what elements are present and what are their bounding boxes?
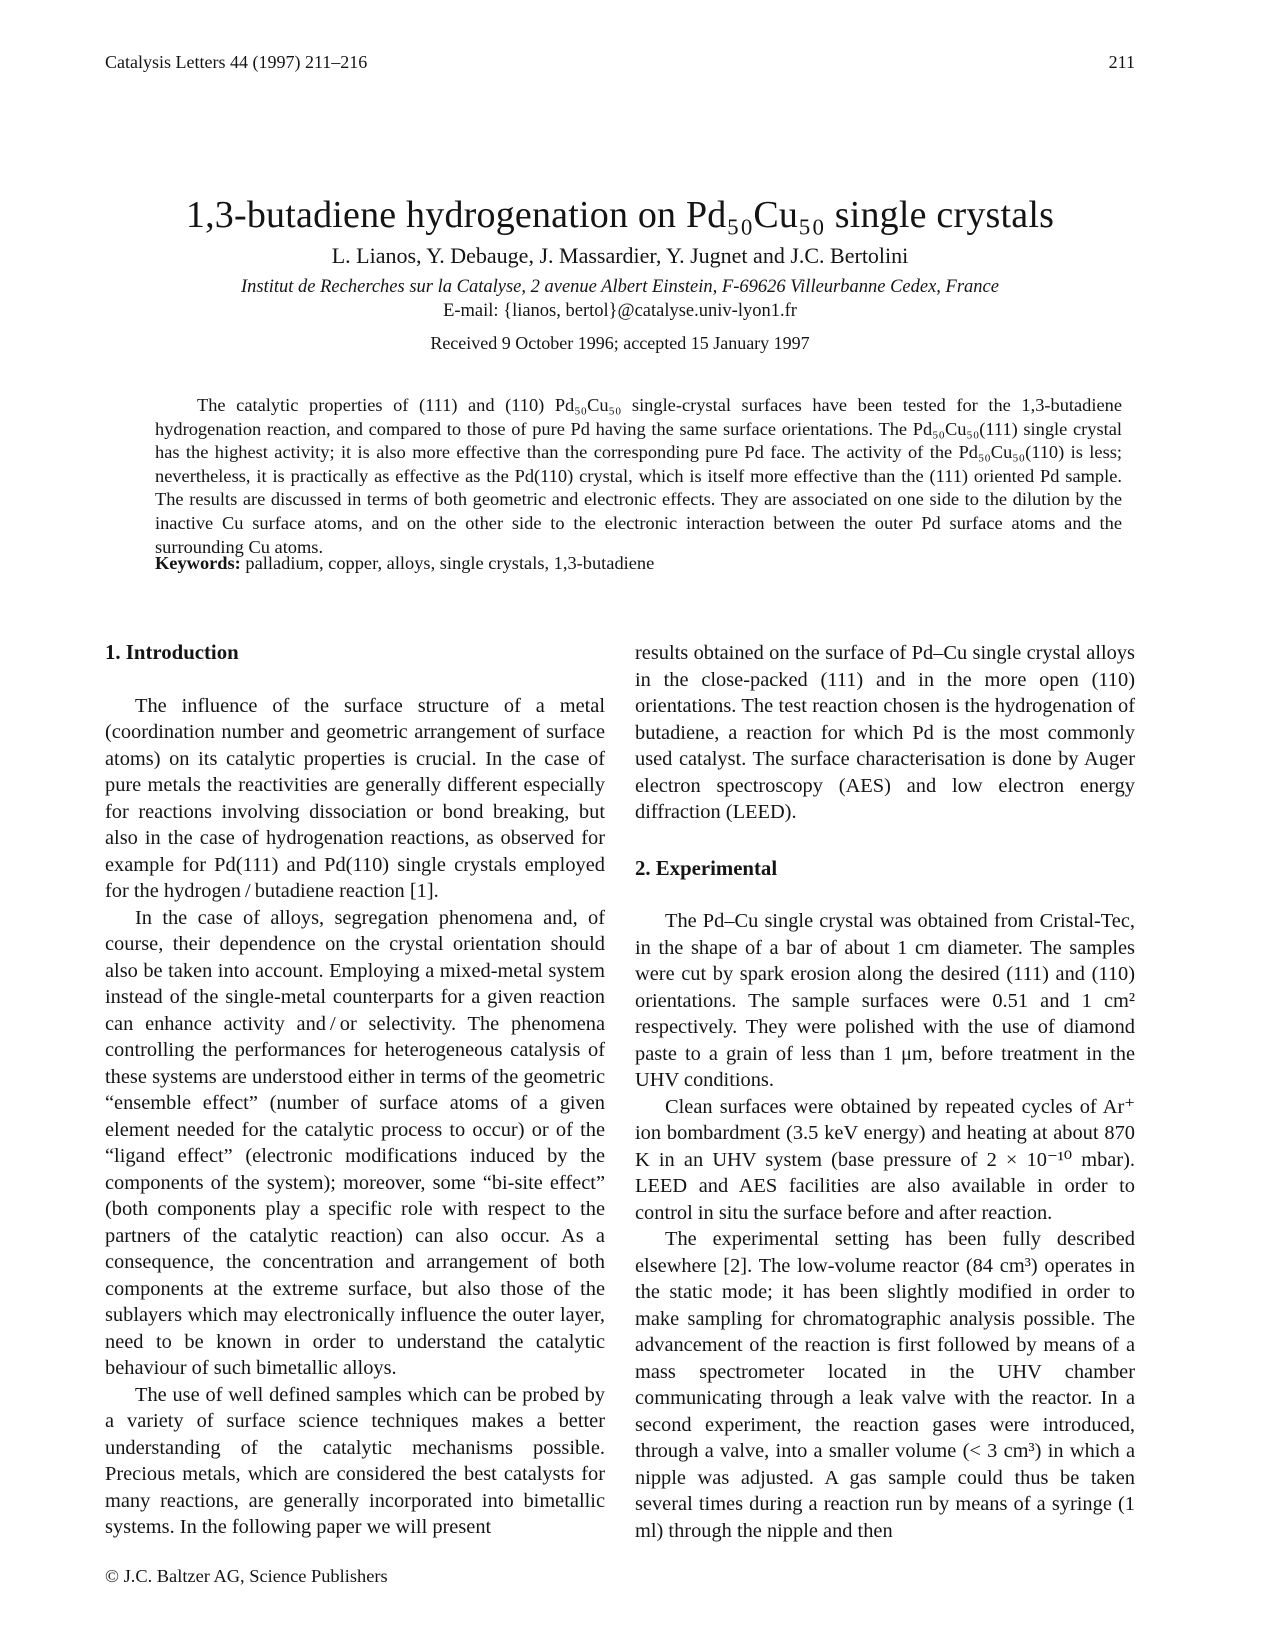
email-line: E-mail: {lianos, bertol}@catalyse.univ-lyon1.fr [443, 301, 797, 321]
section-heading-experimental: 2. Experimental [635, 856, 778, 880]
journal-citation: Catalysis Letters 44 (1997) 211–216 [105, 52, 368, 72]
author-list: L. Lianos, Y. Debauge, J. Massardier, Y. Jugnet and J.C. Bertolini [331, 243, 909, 268]
paragraph: results obtained on the surface of Pd–Cu single crystal alloys in the close-packed (111) and in the more open (110) orientations. The test reaction chosen is the hydrogenation of butadiene, a reaction for which Pd is the most commonly used catalyst. The surface characterisation is done by Auger electron spectroscopy (AES) and low electron energy diffraction (LEED). [635, 642, 1135, 823]
paragraph: The Pd–Cu single crystal was obtained from Cristal-Tec, in the shape of a bar of about 1 cm diameter. The samples were cut by spark erosion along the desired (111) and (110) orientations. The sample surfaces were 0.51 and 1 cm² respectively. They were polished with the use of diamond paste to a grain of less than 1 μm, before treatment in the UHV conditions. [635, 910, 1135, 1091]
left-column [105, 640, 605, 1544]
keywords-text: palladium, copper, alloys, single crystals, 1,3-butadiene [245, 553, 655, 573]
paragraph: The influence of the surface structure of a metal (coordination number and geometric arrangement of surface atoms) on its catalytic properties is crucial. In the case of pure metals the reactivities are generally different especially for reactions involving dissociation or bond breaking, but also in the case of hydrogenation reactions, as observed for example for Pd(111) and Pd(110) single crystals employed for the hydrogen / butadiene reaction [1]. [105, 694, 605, 902]
page-number: 211 [1108, 52, 1135, 72]
affiliation: Institut de Recherches sur la Catalyse, 2 avenue Albert Einstein, F-69626 Villeurbanne Cedex, France [241, 277, 999, 297]
received-line: Received 9 October 1996; accepted 15 January 1997 [430, 333, 810, 353]
running-head [105, 52, 1135, 73]
paragraph: Clean surfaces were obtained by repeated cycles of Ar⁺ ion bombardment (3.5 keV energy) and heating at about 870 K in an UHV system (base pressure of 2 × 10⁻¹⁰ mbar). LEED and AES facilities are also available in order to control in situ the surface before and after reaction. [635, 1095, 1135, 1224]
abstract: The catalytic properties of (111) and (110) Pd₅₀Cu₅₀ single-crystal surfaces have been tested for the 1,3-butadiene hydrogenation reaction, and compared to those of pure Pd having the same surface orientations. The Pd₅₀Cu₅₀(111) single crystal has the highest activity; it is also more effective than the corresponding pure Pd face. The activity of the Pd₅₀Cu₅₀(110) is less; nevertheless, it is practically as effective as the Pd(110) crystal, which is itself more effective than the (111) oriented Pd sample. The results are discussed in terms of both geometric and electronic effects. They are associated on one side to the dilution by the inactive Cu surface atoms, and on the other side to the electronic interaction between the outer Pd surface atoms and the surrounding Cu atoms. [155, 395, 1122, 557]
two-column-body [105, 640, 1135, 1544]
paragraph: The experimental setting has been fully described elsewhere [2]. The low-volume reactor (84 cm³) operates in the static mode; it has been slightly modified in order to make sampling for chromatographic analysis possible. The advancement of the reaction is first followed by means of a mass spectrometer located in the UHV chamber communicating through a leak valve with the reactor. In a second experiment, the reaction gases were introduced, through a valve, into a smaller volume (< 3 cm³) in which a nipple was adjusted. A gas sample could thus be taken several times during a reaction run by means of a syringe (1 ml) through the nipple and then [635, 1228, 1135, 1542]
paragraph: The use of well defined samples which can be probed by a variety of surface science techniques makes a better understanding of the catalytic mechanisms possible. Precious metals, which are considered the best catalysts for many reactions, are generally incorporated into bimetallic systems. In the following paper we will present [105, 1383, 605, 1538]
keywords-line [155, 553, 1122, 574]
section-heading-introduction: 1. Introduction [105, 641, 239, 664]
copyright-footer: © J.C. Baltzer AG, Science Publishers [105, 1566, 388, 1586]
paper-title: 1,3-butadiene hydrogenation on Pd₅₀Cu₅₀ single crystals [185, 194, 1055, 237]
right-column [635, 640, 1135, 1544]
paragraph: In the case of alloys, segregation phenomena and, of course, their dependence on the crystal orientation should also be taken into account. Employing a mixed-metal system instead of the single-metal counterparts for a given reaction can enhance activity and / or selectivity. The phenomena controlling the performances for heterogeneous catalysis of these systems are understood either in terms of the geometric “ensemble effect” (number of surface atoms of a given element needed for the catalytic process to occur) or of the “ligand effect” (electronic modifications induced by the components of the system); moreover, some “bi-site effect” (both components play a specific role with respect to the partners of the catalytic reaction) can also occur. As a consequence, the concentration and arrangement of both components at the extreme surface, but also those of the sublayers which may electronically influence the outer layer, need to be known in order to understand the catalytic behaviour of such bimetallic alloys. [105, 906, 605, 1379]
keywords-label: Keywords: [155, 553, 241, 573]
